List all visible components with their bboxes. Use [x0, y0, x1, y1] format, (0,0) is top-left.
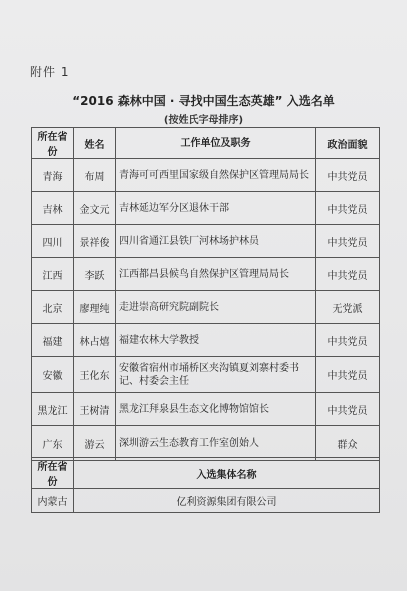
table-row — [32, 225, 380, 258]
cell-unit: 安徽省宿州市埇桥区夹沟镇夏刘寨村委书记、村委会主任 — [116, 357, 316, 393]
cell-unit: 走进崇高研究院副院长 — [116, 291, 316, 324]
header-unit: 工作单位及职务 — [116, 128, 316, 159]
cell-province: 福建 — [32, 324, 74, 357]
cell-unit: 四川省通江县铁厂河林场护林员 — [116, 225, 316, 258]
header-province: 所在省份 — [32, 128, 74, 159]
table-row — [32, 159, 380, 192]
cell-party: 中共党员 — [316, 192, 380, 225]
table-row — [32, 393, 380, 426]
heroes-table — [31, 127, 380, 461]
document-title: “2016 森林中国 · 寻找中国生态英雄” 入选名单 — [72, 94, 335, 108]
cell-unit: 黑龙江拜泉县生态文化博物馆馆长 — [116, 393, 316, 426]
cell-name: 王树清 — [74, 393, 116, 426]
cell-province: 吉林 — [32, 192, 74, 225]
cell-province: 广东 — [32, 426, 74, 461]
cell-party: 群众 — [316, 426, 380, 461]
cell-province: 青海 — [32, 159, 74, 192]
table-row — [32, 258, 380, 291]
cell-unit: 深圳游云生态教育工作室创始人 — [116, 426, 316, 461]
cell-name: 王化东 — [74, 357, 116, 393]
cell-unit: 福建农林大学教授 — [116, 324, 316, 357]
cell-province: 四川 — [32, 225, 74, 258]
cell-party: 中共党员 — [316, 159, 380, 192]
cell-party: 无党派 — [316, 291, 380, 324]
table-row — [32, 426, 380, 461]
cell-name: 布周 — [74, 159, 116, 192]
cell-unit: 吉林延边军分区退休干部 — [116, 192, 316, 225]
table-row — [32, 489, 380, 513]
cell-name: 李跃 — [74, 258, 116, 291]
cell-name: 景祥俊 — [74, 225, 116, 258]
group-header-row — [32, 458, 380, 489]
table-row — [32, 192, 380, 225]
cell-province: 北京 — [32, 291, 74, 324]
cell-name: 林占熺 — [74, 324, 116, 357]
group-table — [31, 457, 380, 513]
cell-party: 中共党员 — [316, 393, 380, 426]
cell-province: 内蒙古 — [32, 489, 74, 513]
cell-unit: 青海可可西里国家级自然保护区管理局局长 — [116, 159, 316, 192]
header-name: 姓名 — [74, 128, 116, 159]
cell-province: 黑龙江 — [32, 393, 74, 426]
cell-name: 廖理纯 — [74, 291, 116, 324]
header-party: 政治面貌 — [316, 128, 380, 159]
table-row — [32, 291, 380, 324]
table-row — [32, 357, 380, 393]
attachment-label: 附件 1 — [30, 65, 70, 79]
cell-unit: 江西都昌县候鸟自然保护区管理局局长 — [116, 258, 316, 291]
group-header-province: 所在省份 — [32, 458, 74, 489]
cell-name: 金文元 — [74, 192, 116, 225]
table-row — [32, 324, 380, 357]
cell-party: 中共党员 — [316, 357, 380, 393]
cell-group-name: 亿利资源集团有限公司 — [74, 489, 380, 513]
cell-party: 中共党员 — [316, 258, 380, 291]
cell-party: 中共党员 — [316, 225, 380, 258]
cell-province: 安徽 — [32, 357, 74, 393]
table-header-row — [32, 128, 380, 159]
document-subtitle: (按姓氏字母排序) — [163, 115, 244, 126]
cell-name: 游云 — [74, 426, 116, 461]
cell-province: 江西 — [32, 258, 74, 291]
cell-party: 中共党员 — [316, 324, 380, 357]
group-header-name: 入选集体名称 — [74, 458, 380, 489]
